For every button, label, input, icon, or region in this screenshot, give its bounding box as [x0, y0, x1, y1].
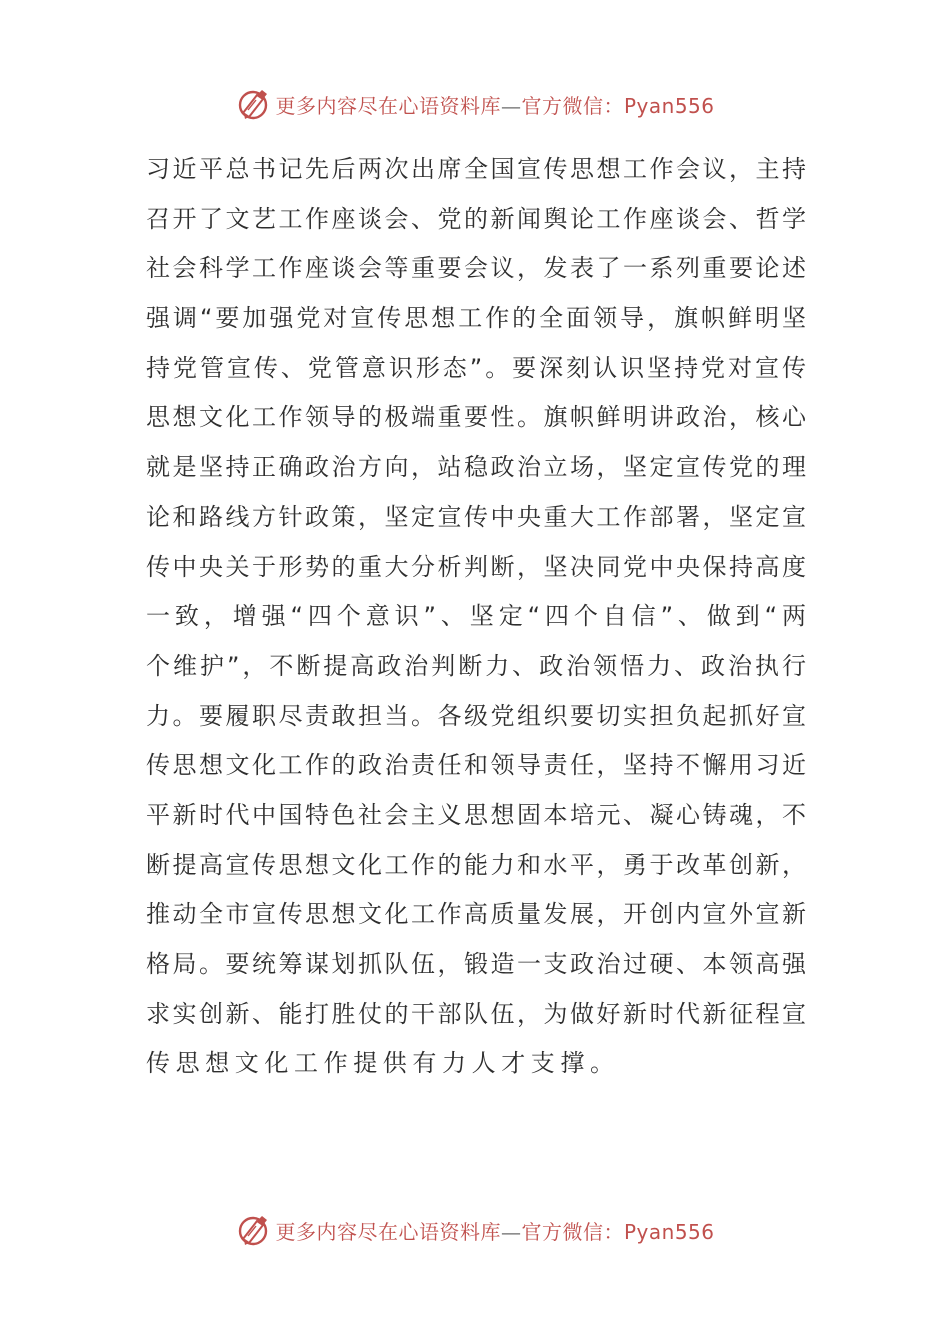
- body-line-19: 传思想文化工作提供有力人才支撑。: [146, 1049, 620, 1078]
- body-line-6: 思想文化工作领导的极端重要性。旗帜鲜明讲政治，核心: [146, 403, 806, 432]
- body-line-1: 习近平总书记先后两次出席全国宣传思想工作会议，主持: [146, 155, 806, 183]
- body-line-4: 强调“要加强党对宣传思想工作的全面领导，旗帜鲜明坚: [146, 304, 806, 333]
- body-line-17: 格局。要统筹谋划抓队伍，锻造一支政治过硬、本领高强: [146, 950, 806, 978]
- body-line-14: 平新时代中国特色社会主义思想固本培元、凝心铸魂，不: [146, 800, 806, 829]
- header-banner-text: [275, 90, 714, 119]
- body-line-5: 持党管宣传、党管意识形态”。要深刻认识坚持党对宣传: [146, 353, 806, 382]
- footer-banner-official: 官方微信：: [521, 1219, 624, 1244]
- body-line-10: 一致，增强“四个意识”、坚定“四个自信”、做到“两: [146, 602, 806, 631]
- pen-nib-logo-icon: [235, 86, 271, 122]
- body-line-12: 力。要履职尽责敢担当。各级党组织要切实担负起抓好宣: [146, 701, 806, 730]
- body-line-18: 求实创新、能打胜仗的干部队伍，为做好新时代新征程宣: [146, 999, 806, 1028]
- body-line-13: 传思想文化工作的政治责任和领导责任，坚持不懈用习近: [146, 751, 806, 780]
- body-line-11: 个维护”，不断提高政治判断力、政治领悟力、政治执行: [146, 651, 806, 680]
- header-banner-official: 官方微信：: [521, 93, 624, 118]
- footer-banner: [0, 1210, 950, 1250]
- footer-banner-text: [275, 1216, 714, 1245]
- footer-banner-main: 更多内容尽在心语资料库: [275, 1219, 501, 1244]
- body-line-15: 断提高宣传思想文化工作的能力和水平，勇于改革创新，: [146, 850, 806, 879]
- body-line-2: 召开了文艺工作座谈会、党的新闻舆论工作座谈会、哲学: [146, 204, 806, 233]
- header-banner: [0, 84, 950, 124]
- header-banner-wechat: Pyan556: [623, 93, 715, 118]
- header-banner-dash: —: [500, 93, 522, 118]
- body-line-9: 传中央关于形势的重大分析判断，坚决同党中央保持高度: [146, 552, 806, 581]
- body-line-3: 社会科学工作座谈会等重要会议，发表了一系列重要论述: [146, 254, 806, 283]
- pen-nib-logo-icon: [235, 1212, 271, 1248]
- document-body: [146, 145, 806, 1089]
- body-line-8: 论和路线方针政策，坚定宣传中央重大工作部署，坚定宣: [146, 502, 806, 531]
- body-line-7: 就是坚持正确政治方向，站稳政治立场，坚定宣传党的理: [146, 453, 806, 482]
- footer-banner-dash: —: [500, 1219, 522, 1244]
- header-banner-main: 更多内容尽在心语资料库: [275, 93, 501, 118]
- footer-banner-wechat: Pyan556: [623, 1219, 715, 1244]
- body-line-16: 推动全市宣传思想文化工作高质量发展，开创内宣外宣新: [146, 900, 806, 929]
